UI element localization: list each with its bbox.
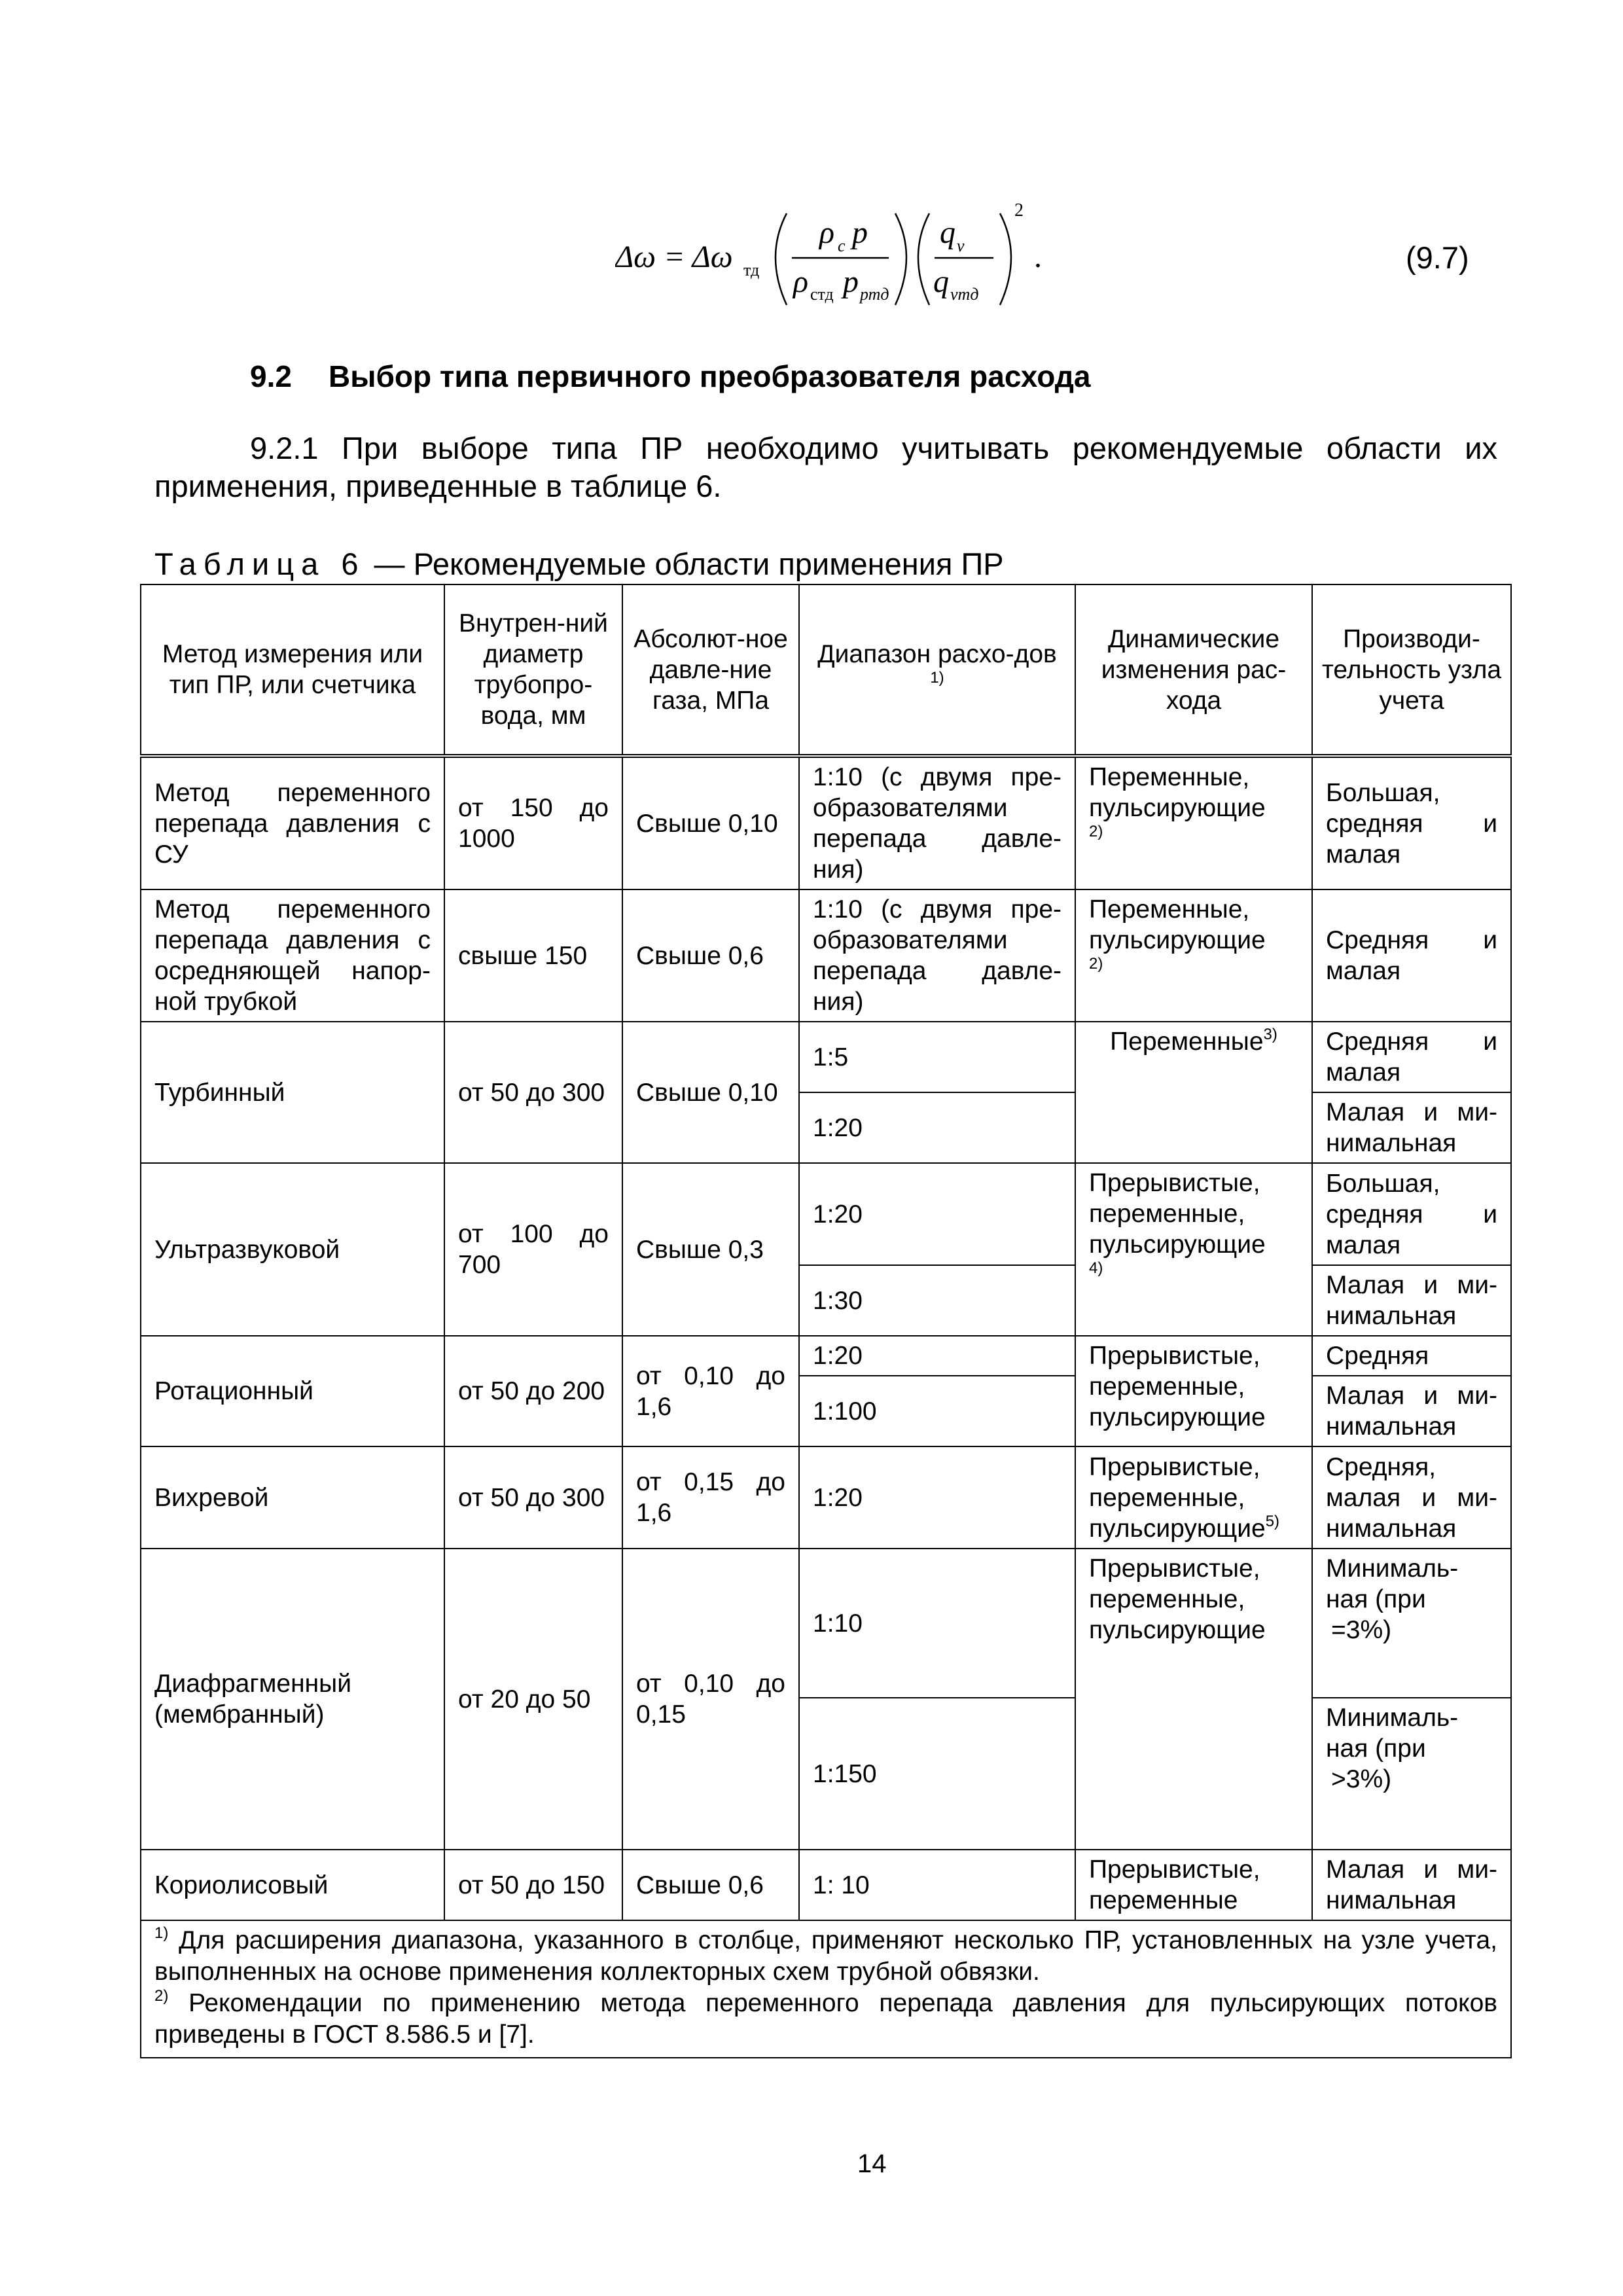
cell-dynamics-text: Переменные, пульсирующие xyxy=(1089,895,1266,954)
header-range xyxy=(799,584,1075,756)
paren-open-1 xyxy=(776,213,787,305)
header-method: Метод измерения или тип ПР, или счетчика xyxy=(141,584,444,756)
formula-den1-tail-sub: ртд xyxy=(860,285,889,304)
cell-productivity: Средняя xyxy=(1312,1336,1511,1376)
header-dynamics: Динамические изменения рас-хода xyxy=(1075,584,1312,756)
cell-range: 1:150 xyxy=(799,1698,1075,1850)
table-caption-label: Таблица 6 xyxy=(154,547,366,581)
cell-dynamics-sup: 3) xyxy=(1263,1026,1277,1043)
table-caption-text: Рекомендуемые области применения ПР xyxy=(413,547,1004,581)
header-pressure: Абсолют-ное давле-ние газа, МПа xyxy=(622,584,799,756)
header-range-sup: 1) xyxy=(930,669,944,687)
cell-pressure: от 0,15 до 1,6 xyxy=(622,1446,799,1549)
cell-diameter: от 50 до 150 xyxy=(444,1850,622,1920)
table-caption xyxy=(154,546,1004,582)
section-title: Выбор типа первичного преобразователя расхода xyxy=(329,359,1091,393)
cell-method: Вихревой xyxy=(141,1446,444,1549)
header-productivity: Производи-тельность узла учета xyxy=(1312,584,1511,756)
cell-pressure: Свыше 0,6 xyxy=(622,1850,799,1920)
paren-close-1 xyxy=(895,213,906,305)
cell-method: Метод переменного перепада давления с осредняющей напор-ной трубкой xyxy=(141,889,444,1022)
cell-productivity: Большая, средняя и малая xyxy=(1312,756,1511,889)
cell-productivity: Малая и ми-нимальная xyxy=(1312,1376,1511,1446)
table-row xyxy=(141,756,1511,889)
cell-range: 1:20 xyxy=(799,1446,1075,1549)
cell-diameter: от 100 до 700 xyxy=(444,1163,622,1336)
footnote-1 xyxy=(154,1925,1497,1988)
cell-diameter: от 50 до 300 xyxy=(444,1446,622,1549)
formula-num2: q xyxy=(940,215,955,250)
formula-den1: ρ xyxy=(793,264,809,299)
cell-dynamics-sup: 2) xyxy=(1089,955,1103,973)
formula-number: (9.7) xyxy=(1406,240,1469,275)
table-header-row xyxy=(141,584,1511,756)
cell-pressure: от 0,10 до 0,15 xyxy=(622,1549,799,1850)
footnote-1-text: Для расширения диапазона, указанного в столбце, применяют несколько ПР, установленных на узле учета, выполненных на основе применения коллекторных схем трубной обвязки. xyxy=(154,1926,1497,1986)
formula-lhs-sub: тд xyxy=(743,260,760,279)
cell-diameter: от 150 до 1000 xyxy=(444,756,622,889)
cell-dynamics xyxy=(1075,1022,1312,1163)
cell-dynamics xyxy=(1075,1163,1312,1336)
cell-pressure: Свыше 0,3 xyxy=(622,1163,799,1336)
cell-method: Ротационный xyxy=(141,1336,444,1446)
cell-dynamics-text: Прерывистые, переменные, пульсирующие xyxy=(1089,1452,1266,1543)
formula-num2-sub: v xyxy=(957,236,965,255)
cell-dynamics: Прерывистые, переменные xyxy=(1075,1850,1312,1920)
cell-diameter: от 20 до 50 xyxy=(444,1549,622,1850)
cell-productivity: Большая, средняя и малая xyxy=(1312,1163,1511,1265)
cell-productivity-delta-line xyxy=(1326,1764,1497,1795)
formula-den2-sub: vтд xyxy=(950,285,979,304)
cell-productivity: Малая и ми-нимальная xyxy=(1312,1850,1511,1920)
cell-productivity xyxy=(1312,1549,1511,1698)
cell-diameter: от 50 до 300 xyxy=(444,1022,622,1163)
cell-productivity-tail: >3%) xyxy=(1331,1765,1392,1793)
cell-productivity-delta-line xyxy=(1326,1615,1497,1645)
paren-close-2 xyxy=(1000,213,1011,305)
recommendations-table xyxy=(140,584,1512,2058)
cell-productivity: Средняя и малая xyxy=(1312,1022,1511,1092)
cell-pressure: Свыше 0,10 xyxy=(622,1022,799,1163)
formula-den2: q xyxy=(933,264,949,299)
cell-dynamics xyxy=(1075,1446,1312,1549)
cell-method: Турбинный xyxy=(141,1022,444,1163)
cell-productivity: Малая и ми-нимальная xyxy=(1312,1092,1511,1163)
footnote-1-mark: 1) xyxy=(154,1924,169,1942)
cell-dynamics xyxy=(1075,889,1312,1022)
cell-productivity-text: Минималь-ная (при xyxy=(1326,1554,1459,1613)
cell-range: 1:30 xyxy=(799,1265,1075,1336)
cell-range: 1: 10 xyxy=(799,1850,1075,1920)
cell-productivity-text: Минималь-ная (при xyxy=(1326,1704,1459,1763)
cell-dynamics-text: Прерывистые, переменные, пульсирующие xyxy=(1089,1169,1266,1259)
cell-dynamics-text: Переменные, пульсирующие xyxy=(1089,763,1266,822)
table-row xyxy=(141,1850,1511,1920)
cell-range: 1:100 xyxy=(799,1376,1075,1446)
cell-dynamics-sup: 2) xyxy=(1089,823,1103,840)
formula-num1: ρ xyxy=(819,215,835,250)
cell-productivity: Малая и ми-нимальная xyxy=(1312,1265,1511,1336)
formula-num1-tail: p xyxy=(852,215,868,250)
cell-diameter: свыше 150 xyxy=(444,889,622,1022)
cell-range: 1:20 xyxy=(799,1092,1075,1163)
footnotes-cell xyxy=(141,1920,1511,2058)
cell-method: Диафрагменный (мембранный) xyxy=(141,1549,444,1850)
cell-dynamics-sup: 4) xyxy=(1089,1259,1103,1277)
cell-range: 1:20 xyxy=(799,1163,1075,1265)
cell-range: 1:10 xyxy=(799,1549,1075,1698)
table-row xyxy=(141,1446,1511,1549)
cell-range: 1:5 xyxy=(799,1022,1075,1092)
footnotes-row xyxy=(141,1920,1511,2058)
table-row xyxy=(141,1549,1511,1698)
cell-diameter: от 50 до 200 xyxy=(444,1336,622,1446)
formula-den1-tail: p xyxy=(843,264,859,299)
cell-range: 1:10 (с двумя пре-образователями перепада давле-ния) xyxy=(799,756,1075,889)
footnote-2-text: Рекомендации по применению метода переменного перепада давления для пульсирующих потоков приведены в ГОСТ 8.586.5 и [7]. xyxy=(154,1989,1497,2049)
cell-pressure: от 0,10 до 1,6 xyxy=(622,1336,799,1446)
cell-dynamics: Прерывистые, переменные, пульсирующие xyxy=(1075,1336,1312,1446)
body-paragraph: 9.2.1 При выборе типа ПР необходимо учитывать рекомендуемые области их применения, приведенные в таблице 6. xyxy=(154,431,1497,503)
cell-method: Кориолисовый xyxy=(141,1850,444,1920)
cell-dynamics-sup: 5) xyxy=(1265,1512,1280,1530)
cell-pressure: Свыше 0,6 xyxy=(622,889,799,1022)
cell-productivity: Средняя, малая и ми-нимальная xyxy=(1312,1446,1511,1549)
cell-dynamics: Прерывистые, переменные, пульсирующие xyxy=(1075,1549,1312,1850)
paren-open-2 xyxy=(918,213,929,305)
table-row xyxy=(141,889,1511,1022)
cell-pressure: Свыше 0,10 xyxy=(622,756,799,889)
page-number: 14 xyxy=(857,2149,887,2178)
formula-power: 2 xyxy=(1014,200,1024,221)
formula-den1-sub: стд xyxy=(810,285,834,304)
cell-range: 1:10 (с двумя пре-образователями перепада давле-ния) xyxy=(799,889,1075,1022)
table-row xyxy=(141,1163,1511,1265)
formula-period: . xyxy=(1034,240,1042,274)
table-caption-dash: — xyxy=(365,547,414,581)
header-range-text: Диапазон расхо-дов xyxy=(817,640,1057,668)
cell-method: Ультразвуковой xyxy=(141,1163,444,1336)
header-diameter: Внутрен-ний диаметр трубопро-вода, мм xyxy=(444,584,622,756)
footnote-2-mark: 2) xyxy=(154,1987,169,2005)
cell-productivity-tail: =3%) xyxy=(1331,1616,1392,1644)
cell-productivity xyxy=(1312,1698,1511,1850)
cell-method: Метод переменного перепада давления с СУ xyxy=(141,756,444,889)
footnote-2 xyxy=(154,1988,1497,2051)
formula-9-7 xyxy=(615,194,1073,318)
formula-lhs: Δω = Δω xyxy=(615,240,733,274)
cell-productivity: Средняя и малая xyxy=(1312,889,1511,1022)
section-heading xyxy=(250,359,1091,394)
cell-dynamics xyxy=(1075,756,1312,889)
table-row xyxy=(141,1336,1511,1376)
cell-range: 1:20 xyxy=(799,1336,1075,1376)
cell-dynamics-text: Переменные xyxy=(1110,1028,1264,1056)
table-row xyxy=(141,1022,1511,1092)
formula-num1-sub: c xyxy=(838,236,846,255)
section-number: 9.2 xyxy=(250,359,292,393)
